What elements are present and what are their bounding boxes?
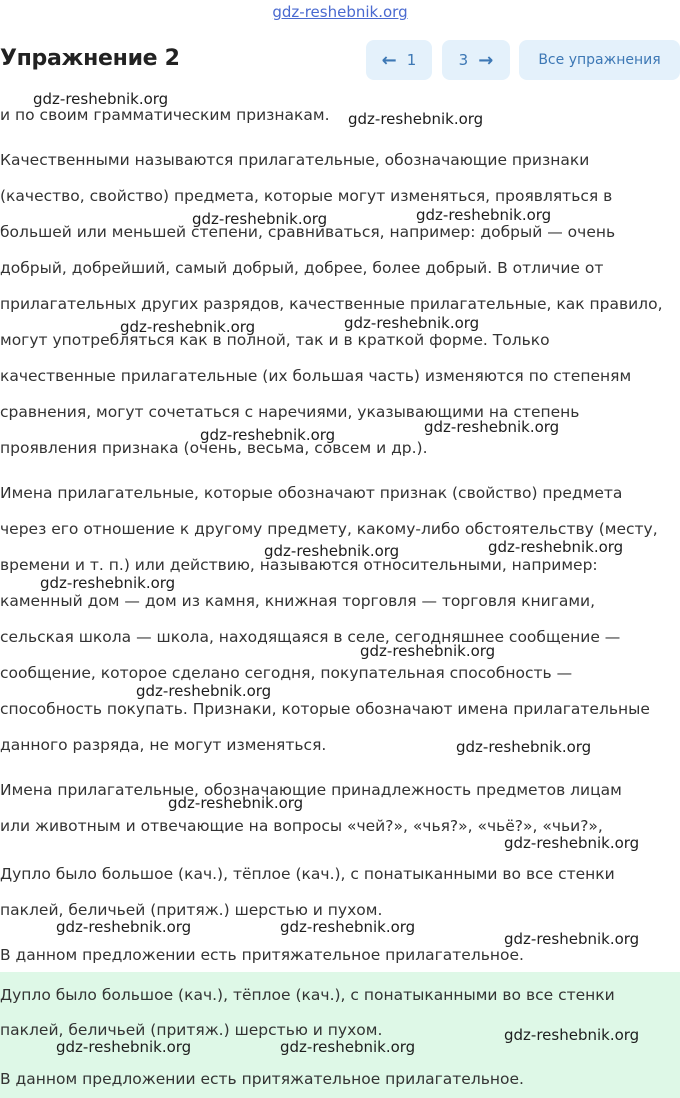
watermark-text: gdz-reshebnik.org [488, 538, 624, 556]
text-line: (качество, свойство) предмета, которые могут изменяться, проявляться в [0, 187, 613, 205]
text-line: Дупло было большое (кач.), тёплое (кач.), с понатыканными во все стенки [0, 865, 615, 883]
text-line: сельская школа — школа, находящаяся в селе, сегодняшнее сообщение — [0, 628, 621, 646]
answer-line: паклей, беличьей (притяж.) шерстью и пухом. [0, 1021, 383, 1039]
text-line: и по своим грамматическим признакам. [0, 106, 330, 124]
text-line: или животным и отвечающие на вопросы «чей?», «чья?», «чьё?», «чьи?», [0, 817, 603, 835]
watermark-text: gdz-reshebnik.org [120, 318, 256, 336]
watermark-text: gdz-reshebnik.org [56, 918, 192, 936]
watermark-text: gdz-reshebnik.org [168, 794, 304, 812]
watermark-text: gdz-reshebnik.org [280, 918, 416, 936]
text-line: паклей, беличьей (притяж.) шерстью и пухом. [0, 901, 383, 919]
arrow-left-icon: ← [381, 49, 397, 71]
watermark-text: gdz-reshebnik.org [348, 110, 484, 128]
page-title: Упражнение 2 [0, 46, 180, 71]
text-line: времени и т. п.) или действию, называются относительными, например: [0, 556, 598, 574]
watermark-text: gdz-reshebnik.org [424, 418, 560, 436]
prev-exercise-button[interactable] [366, 40, 432, 80]
watermark-text: gdz-reshebnik.org [33, 90, 169, 108]
watermark-text: gdz-reshebnik.org [344, 314, 480, 332]
answer-line: В данном предложении есть притяжательное прилагательное. [0, 1070, 524, 1088]
text-line: Качественными называются прилагательные, обозначающие признаки [0, 151, 590, 169]
watermark-text: gdz-reshebnik.org [280, 1038, 416, 1056]
text-line: большей или меньшей степени, сравниваться, например: добрый — очень [0, 223, 616, 241]
text-line: через его отношение к другому предмету, какому-либо обстоятельству (месту, [0, 520, 658, 538]
watermark-text: gdz-reshebnik.org [136, 682, 272, 700]
text-line: добрый, добрейший, самый добрый, добрее, более добрый. В отличие от [0, 259, 604, 277]
text-line: В данном предложении есть притяжательное прилагательное. [0, 946, 524, 964]
text-line: данного разряда, не могут изменяться. [0, 736, 327, 754]
text-line: проявления признака (очень, весьма, совсем и др.). [0, 439, 428, 457]
all-exercises-button[interactable]: Все упражнения [519, 40, 680, 80]
next-exercise-label: 3 [458, 51, 469, 69]
text-line: прилагательных других разрядов, качественные прилагательные, как правило, [0, 295, 663, 313]
watermark-text: gdz-reshebnik.org [200, 426, 336, 444]
next-exercise-button[interactable] [442, 40, 510, 80]
text-line: сообщение, которое сделано сегодня, покупательная способность — [0, 664, 573, 682]
watermark-text: gdz-reshebnik.org [264, 542, 400, 560]
watermark-text: gdz-reshebnik.org [360, 642, 496, 660]
watermark-text: gdz-reshebnik.org [504, 834, 640, 852]
text-line: Имена прилагательные, обозначающие принадлежность предметов лицам [0, 781, 622, 799]
text-line: могут употребляться как в полной, так и в краткой форме. Только [0, 331, 550, 349]
text-line: Имена прилагательные, которые обозначают признак (свойство) предмета [0, 484, 623, 502]
text-line: сравнения, могут сочетаться с наречиями, указывающими на степень [0, 403, 580, 421]
exercise-header [0, 40, 680, 82]
watermark-text: gdz-reshebnik.org [416, 206, 552, 224]
watermark-text: gdz-reshebnik.org [456, 738, 592, 756]
site-url-link[interactable]: gdz-reshebnik.org [272, 3, 408, 21]
answer-line: Дупло было большое (кач.), тёплое (кач.), с понатыканными во все стенки [0, 986, 615, 1004]
watermark-text: gdz-reshebnik.org [504, 930, 640, 948]
watermark-text: gdz-reshebnik.org [40, 574, 176, 592]
watermark-text: gdz-reshebnik.org [56, 1038, 192, 1056]
text-line: каменный дом — дом из камня, книжная торговля — торговля книгами, [0, 592, 596, 610]
watermark-text: gdz-reshebnik.org [504, 1026, 640, 1044]
watermark-text: gdz-reshebnik.org [192, 210, 328, 228]
text-line: способность покупать. Признаки, которые обозначают имена прилагательные [0, 700, 650, 718]
prev-exercise-label: 1 [406, 51, 417, 69]
text-line: качественные прилагательные (их большая часть) изменяются по степеням [0, 367, 632, 385]
arrow-right-icon: → [478, 49, 494, 71]
